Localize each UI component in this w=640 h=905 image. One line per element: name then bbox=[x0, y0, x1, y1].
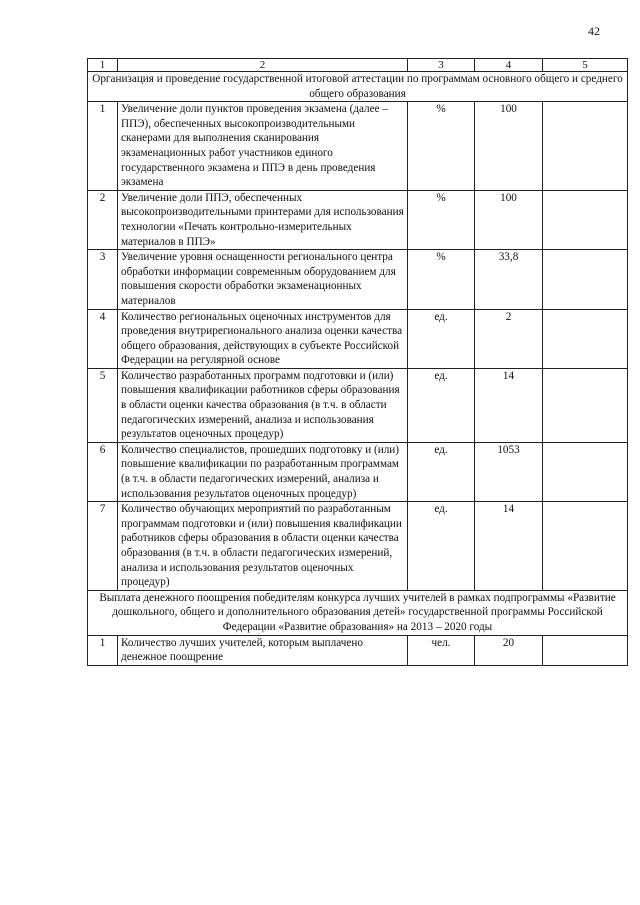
header-cell-3: 3 bbox=[408, 59, 475, 72]
row-value: 2 bbox=[475, 309, 543, 368]
row-col5 bbox=[543, 635, 628, 665]
header-cell-4: 4 bbox=[475, 59, 543, 72]
row-unit: ед. bbox=[408, 442, 475, 501]
row-col5 bbox=[543, 368, 628, 442]
row-number: 5 bbox=[88, 368, 118, 442]
row-indicator-text: Количество обучающих мероприятий по разработанным программам подготовки и (или) повышения квалификации работников сферы образования в области оценки качества образования (в т.ч. в области педагогических измерений, анализа и использования результатов оценочных процедур) bbox=[118, 502, 408, 591]
row-value: 33,8 bbox=[475, 250, 543, 309]
row-indicator-text: Количество лучших учителей, которым выплачено денежное поощрение bbox=[118, 635, 408, 665]
row-value: 100 bbox=[475, 190, 543, 249]
table-row bbox=[88, 309, 628, 368]
row-indicator-text: Увеличение доли ППЭ, обеспеченных высокопроизводительными принтерами для использования технологии «Печать контрольно-измерительных материалов в ППЭ» bbox=[118, 190, 408, 249]
row-indicator-text: Увеличение доли пунктов проведения экзамена (далее – ППЭ), обеспеченных высокопроизводительными сканерами для выполнения сканирования экзаменационных работ участников единого государственного экзамена и ППЭ в день проведения экзамена bbox=[118, 102, 408, 191]
row-value: 100 bbox=[475, 102, 543, 191]
table-row bbox=[88, 368, 628, 442]
row-unit: ед. bbox=[408, 502, 475, 591]
table-header-row bbox=[88, 59, 628, 72]
row-indicator-text: Количество специалистов, прошедших подготовку и (или) повышение квалификации по разработанным программам (в т.ч. в области педагогических измерений, анализа и использования результатов оценочных процедур) bbox=[118, 442, 408, 501]
row-col5 bbox=[543, 442, 628, 501]
row-number: 7 bbox=[88, 502, 118, 591]
row-indicator-text: Увеличение уровня оснащенности регионального центра обработки информации современным оборудованием для повышения скорости обработки экзаменационных материалов bbox=[118, 250, 408, 309]
row-number: 6 bbox=[88, 442, 118, 501]
table-row bbox=[88, 442, 628, 501]
table-row bbox=[88, 190, 628, 249]
row-value: 20 bbox=[475, 635, 543, 665]
section-heading-row bbox=[88, 590, 628, 635]
table-row bbox=[88, 250, 628, 309]
row-unit: ед. bbox=[408, 368, 475, 442]
row-number: 1 bbox=[88, 102, 118, 191]
table-row bbox=[88, 635, 628, 665]
section-title-gia: Организация и проведение государственной итоговой аттестации по программам основного общего и среднего общего образования bbox=[88, 72, 628, 102]
indicators-table bbox=[87, 58, 628, 666]
row-value: 14 bbox=[475, 368, 543, 442]
header-cell-1: 1 bbox=[88, 59, 118, 72]
row-indicator-text: Количество разработанных программ подготовки и (или) повышения квалификации работников сферы образования в области оценки качества образования (в т.ч. в области педагогических измерений, анализа и использования результатов оценочных процедур) bbox=[118, 368, 408, 442]
row-col5 bbox=[543, 190, 628, 249]
row-col5 bbox=[543, 102, 628, 191]
row-number: 3 bbox=[88, 250, 118, 309]
row-unit: % bbox=[408, 102, 475, 191]
row-value: 1053 bbox=[475, 442, 543, 501]
row-col5 bbox=[543, 502, 628, 591]
table-row bbox=[88, 502, 628, 591]
header-cell-2: 2 bbox=[118, 59, 408, 72]
section-heading-row bbox=[88, 72, 628, 102]
row-number: 4 bbox=[88, 309, 118, 368]
row-number: 1 bbox=[88, 635, 118, 665]
row-indicator-text: Количество региональных оценочных инструментов для проведения внутрирегионального анализа оценки качества общего образования, действующих в субъекте Российской Федерации на регулярной основе bbox=[118, 309, 408, 368]
row-col5 bbox=[543, 309, 628, 368]
row-unit: % bbox=[408, 250, 475, 309]
header-cell-5: 5 bbox=[543, 59, 628, 72]
row-unit: ед. bbox=[408, 309, 475, 368]
row-number: 2 bbox=[88, 190, 118, 249]
row-col5 bbox=[543, 250, 628, 309]
page-number: 42 bbox=[588, 24, 600, 38]
section-title-teachers-award: Выплата денежного поощрения победителям конкурса лучших учителей в рамках подпрограммы «Развитие дошкольного, общего и дополнительного образования детей» государственной программы Российской Федерации «Развитие образования» на 2013 – 2020 годы bbox=[88, 590, 628, 635]
table-row bbox=[88, 102, 628, 191]
row-unit: % bbox=[408, 190, 475, 249]
row-unit: чел. bbox=[408, 635, 475, 665]
row-value: 14 bbox=[475, 502, 543, 591]
